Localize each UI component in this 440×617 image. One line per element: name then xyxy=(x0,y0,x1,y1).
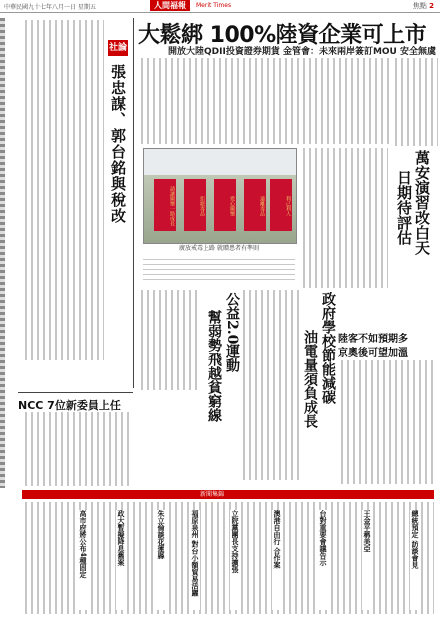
lead-headline: 大鬆綁 100%陸資企業可上市 xyxy=(138,23,427,48)
right-story-title-a: 萬安演習改白天 xyxy=(413,150,431,255)
briefs-bar xyxy=(22,490,434,499)
brief-title: 朱立倫談花蓮縣 xyxy=(156,510,166,610)
brief-title: 高市府將公布4種固定 xyxy=(78,510,88,610)
event-photo xyxy=(143,148,297,244)
brief-title: 立院黨團長支持擴張 xyxy=(230,510,240,610)
brief-title: 台對重要會議告示 xyxy=(318,510,328,610)
welfare-title-b: 幫弱勢飛越貧窮線 xyxy=(206,310,222,422)
tourism-title-b: 京奧後可望加溫 xyxy=(338,348,408,359)
welfare-text xyxy=(138,290,200,390)
photo-caption-text xyxy=(143,256,295,284)
margin-bar xyxy=(0,18,5,488)
column-divider xyxy=(133,18,134,388)
masthead-english: Merit Times xyxy=(196,2,232,9)
ncc-headline: NCC 7位新委員上任 xyxy=(18,399,121,412)
welfare-title-a: 公益2.0運動 xyxy=(224,292,240,373)
editorial-badge: 社論 xyxy=(108,40,128,56)
page-number: 2 xyxy=(429,2,434,10)
banner: 遠離毒品 xyxy=(244,179,266,231)
schools-title-b: 油電量須負成長 xyxy=(302,330,318,428)
tourism-title-a: 陸客不如預期多 xyxy=(338,334,408,345)
page-header xyxy=(0,0,440,13)
lead-story-text xyxy=(138,58,390,144)
banner: 愛心關懷 xyxy=(214,179,236,231)
banner: 請讓關懷一路成長 xyxy=(154,179,176,231)
lead-subhead: 開放大陸QDII投資證券期貨 金管會：未來兩岸簽訂MOU 安全無虞 xyxy=(168,47,437,57)
editorial-text xyxy=(22,20,104,360)
brief-title: 王金平稱美亞 xyxy=(362,510,372,610)
photo-caption: 廣放戒毒上路 就贈患者有準則 xyxy=(179,245,259,252)
brief-title: 澳港自由行 合作案 xyxy=(272,510,282,610)
brief-title: 福原泉州 對台小額貿易活躍 xyxy=(190,510,200,610)
right-story-text xyxy=(392,58,438,146)
newspaper-logo: 人間福報 xyxy=(150,0,190,11)
photo-backdrop xyxy=(144,149,296,175)
date-line: 中華民國九十七年八月一日 星期五 xyxy=(4,4,96,11)
schools-title-a: 政府學校節能減碳 xyxy=(320,292,336,404)
banner: 利己利人 xyxy=(270,179,292,231)
brief-title: 政大暫擬降息舊案 xyxy=(116,510,126,610)
ncc-text xyxy=(22,412,132,486)
right-story-text-2 xyxy=(300,148,388,288)
tourism-text xyxy=(338,360,436,484)
editorial-title: 張忠謀、郭台銘與稅改 xyxy=(109,64,127,224)
briefs-label: 新聞集錦 xyxy=(200,491,225,498)
welfare-text-2 xyxy=(240,290,300,480)
section-rule xyxy=(18,392,133,393)
banner: 拒絕毒品 xyxy=(184,179,206,231)
brief-title: 總統預定 訪談會見 xyxy=(410,510,420,610)
section-label xyxy=(413,1,434,11)
section-name: 焦點 xyxy=(412,2,427,10)
right-story-title-b: 日期待評估 xyxy=(395,170,413,245)
